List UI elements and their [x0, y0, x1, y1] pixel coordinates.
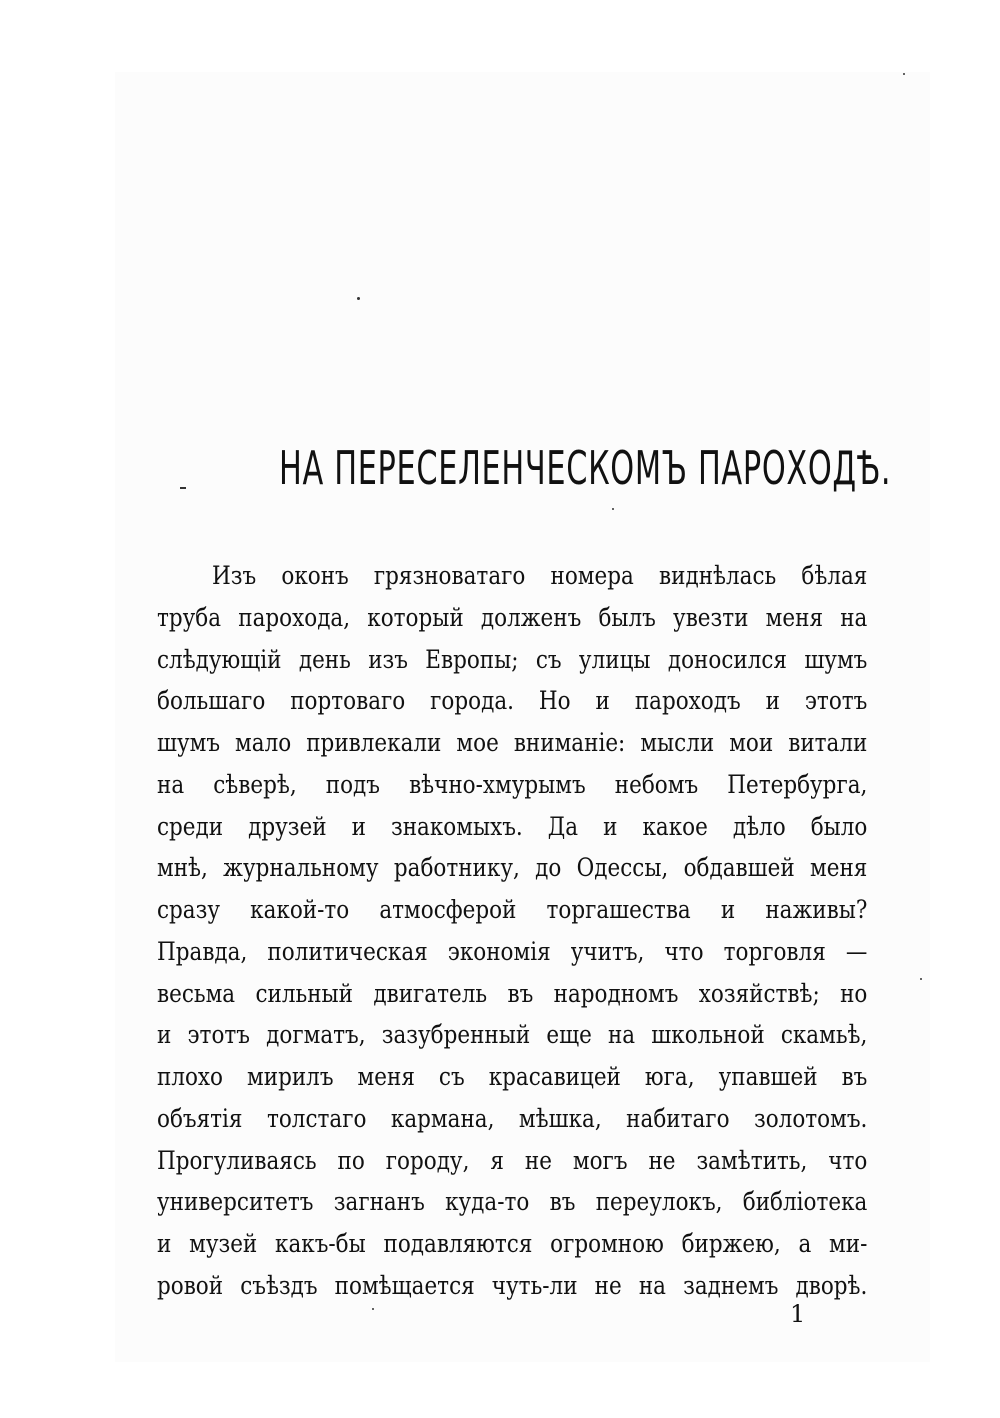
body-text	[157, 555, 867, 1307]
text-line: весьма сильный двигатель въ народномъ хозяйствѣ; но	[157, 978, 868, 1008]
text-line: Изъ оконъ грязноватаго номера виднѣлась бѣлая	[212, 561, 868, 590]
scan-speck	[180, 487, 186, 489]
text-line: слѣдующій день изъ Европы; съ улицы доносился шумъ	[157, 644, 868, 674]
text-line: Правда, политическая экономія учитъ, что торговля —	[157, 936, 868, 966]
text-line: университетъ загнанъ куда-то въ переулокъ, библіотека	[157, 1187, 868, 1217]
page-number: 1	[790, 1300, 806, 1328]
scan-speck	[372, 1308, 374, 1310]
text-line: плохо мирилъ меня съ красавицей юга, упавшей въ	[157, 1062, 868, 1091]
text-line: объятія толстаго кармана, мѣшка, набитаго золотомъ.	[157, 1103, 868, 1133]
text-line: Прогуливаясь по городу, я не могъ не замѣтить, что	[157, 1145, 868, 1175]
text-line: большаго портоваго города. Но и пароходъ и этотъ	[157, 686, 868, 716]
text-line: мнѣ, журнальному работнику, до Одессы, обдавшей меня	[157, 853, 868, 883]
scan-speck	[903, 73, 905, 75]
scan-speck	[612, 508, 614, 510]
scan-speck	[357, 297, 360, 300]
text-line: труба парохода, который долженъ былъ увезти меня на	[157, 602, 868, 632]
text-line: на сѣверѣ, подъ вѣчно-хмурымъ небомъ Петербурга,	[157, 769, 868, 799]
text-line: и этотъ догматъ, зазубренный еще на школьной скамьѣ,	[157, 1020, 868, 1050]
text-line: и музей какъ-бы подавляются огромною биржею, а ми-	[157, 1229, 868, 1258]
text-line: ровой съѣздъ помѣщается чуть-ли не на заднемъ дворѣ.	[157, 1270, 868, 1300]
text-line: шумъ мало привлекали мое вниманіе: мысли мои витали	[157, 728, 868, 757]
chapter-title: НА ПЕРЕСЕЛЕНЧЕСКОМЪ ПАРОХОДѢ.	[279, 441, 892, 495]
scan-speck	[920, 978, 922, 980]
text-line: среди друзей и знакомыхъ. Да и какое дѣло было	[157, 811, 868, 841]
text-line: сразу какой-то атмосферой торгашества и наживы?	[157, 895, 868, 924]
